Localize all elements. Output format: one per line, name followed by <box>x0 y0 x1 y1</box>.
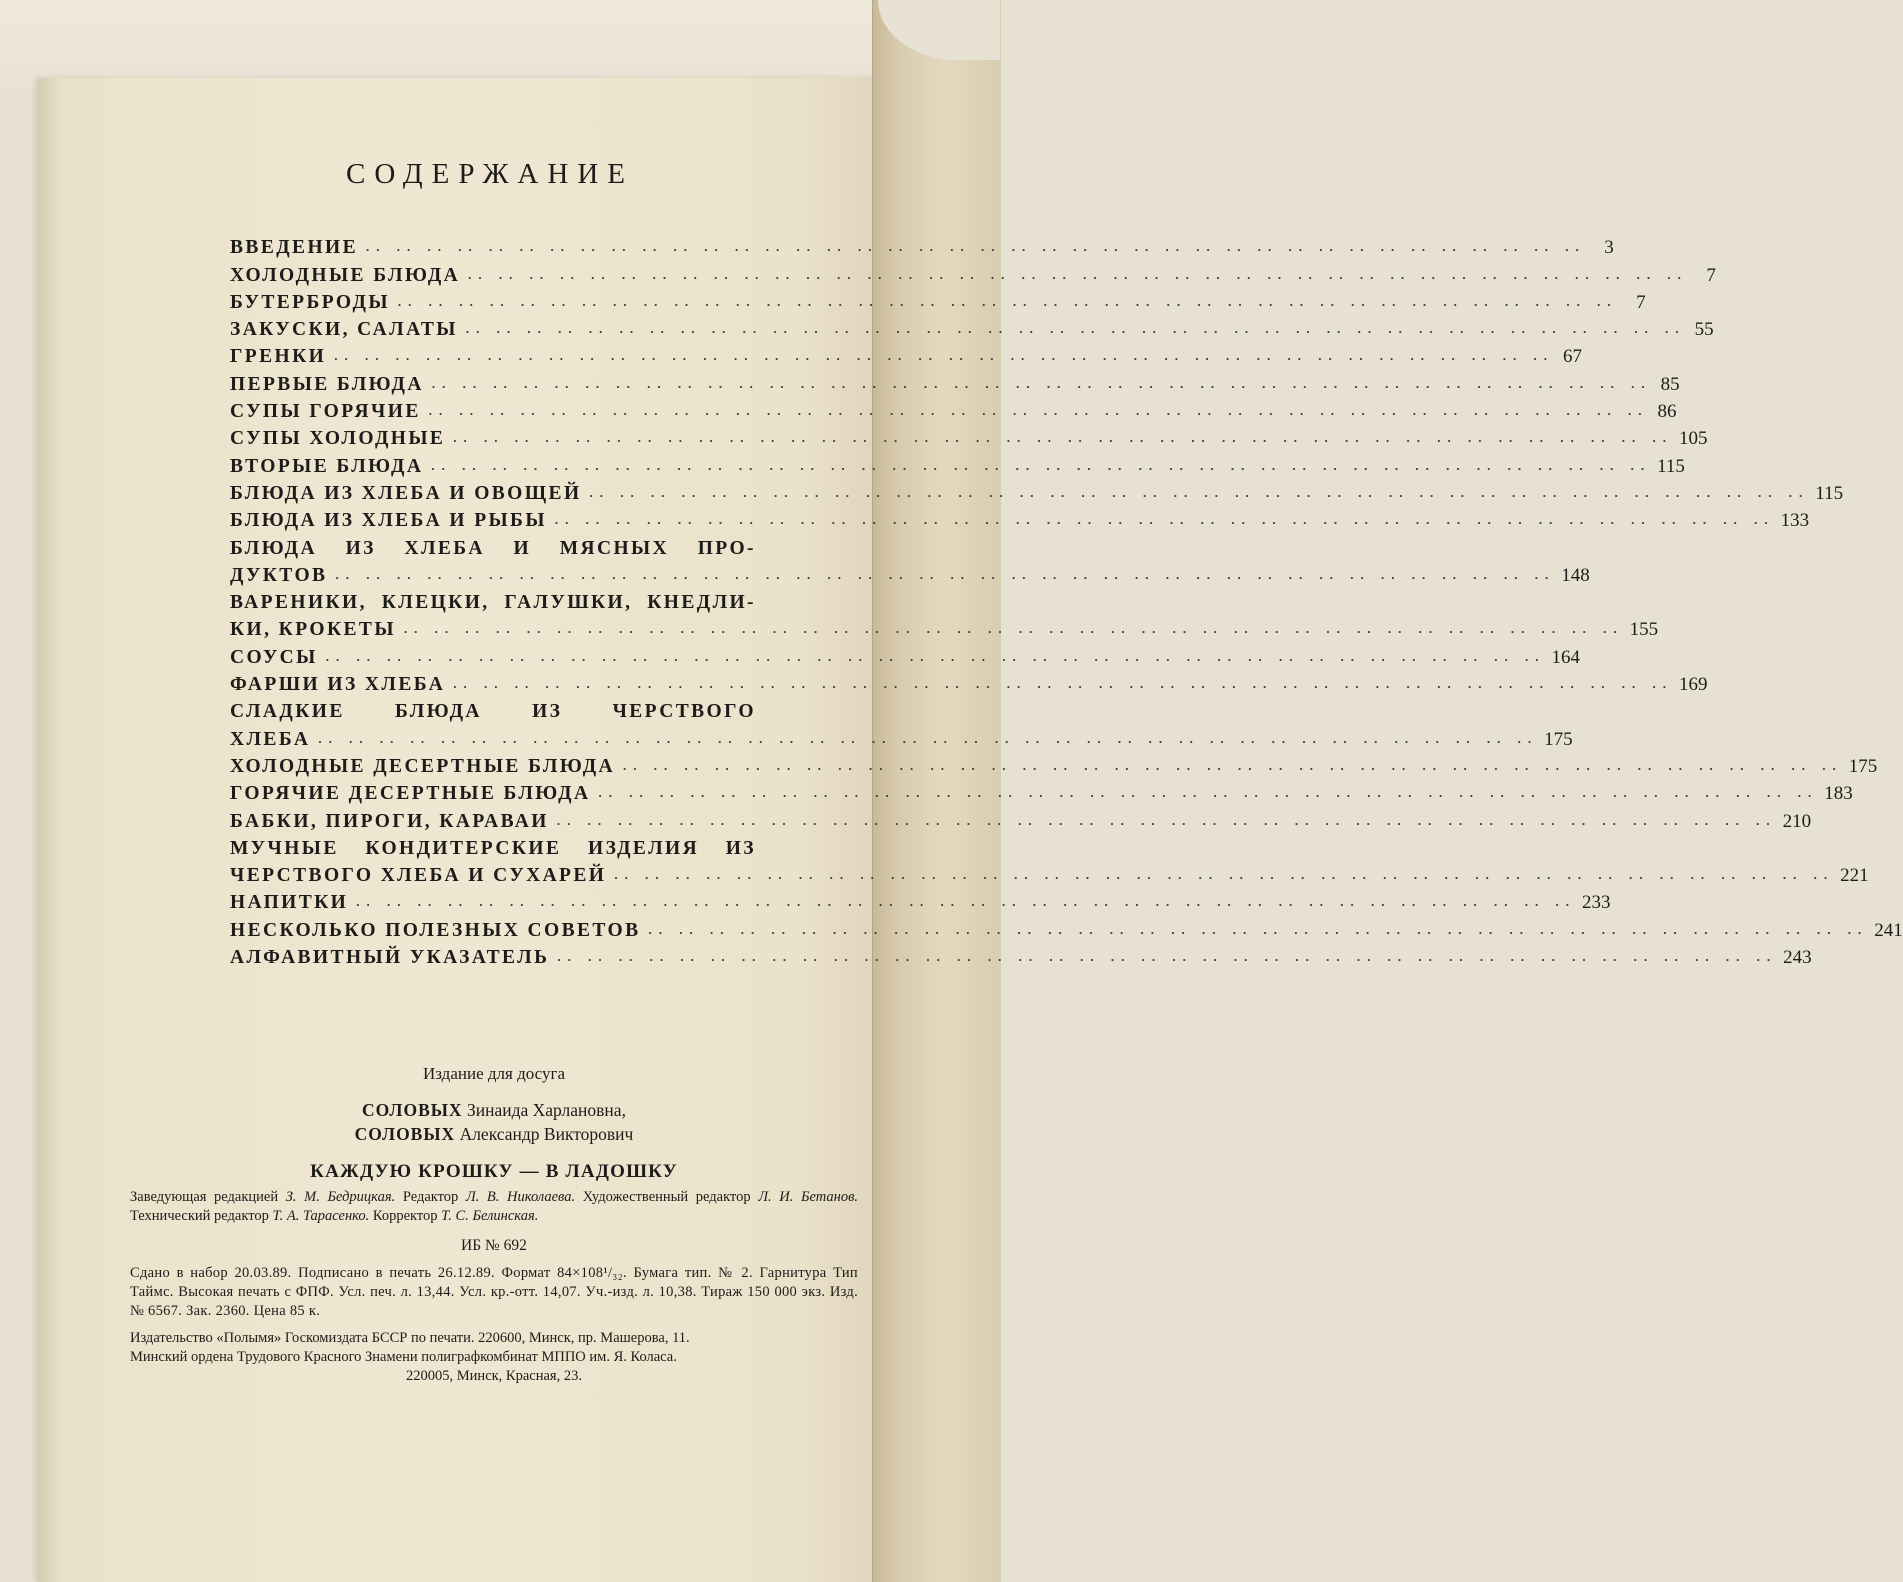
credit-role: Художественный редактор <box>582 1189 751 1205</box>
credit-name: Т. А. Тарасенко. <box>272 1208 370 1224</box>
leader-dots: .. .. .. .. .. .. .. .. .. .. .. .. .. .. .. .. .. .. .. .. .. .. .. .. .. .. .. .. .. .. .. .. .. .. .. .. .. .. .. .. <box>403 621 1624 637</box>
author-line <box>130 1098 858 1122</box>
ib-number: ИБ № 692 <box>461 1237 527 1254</box>
leader-dots: .. .. .. .. .. .. .. .. .. .. .. .. .. .. .. .. .. .. .. .. .. .. .. .. .. .. .. .. .. .. .. .. .. .. .. .. .. .. .. .. <box>453 430 1674 446</box>
toc-entry-page: 67 <box>1562 346 1582 368</box>
leader-dots: .. .. .. .. .. .. .. .. .. .. .. .. .. .. .. .. .. .. .. .. .. .. .. .. .. .. .. .. .. .. .. .. .. .. .. .. .. .. .. .. <box>334 348 1554 364</box>
toc-entry-label: СОУСЫ <box>230 646 318 668</box>
toc-entry-page: 3 <box>1604 237 1614 259</box>
toc-entry-page: 55 <box>1694 319 1714 341</box>
toc-entry <box>230 314 1714 341</box>
leader-dots: .. .. .. .. .. .. .. .. .. .. .. .. .. .. .. .. .. .. .. .. .. .. .. .. .. .. .. .. .. .. .. .. .. .. .. .. .. .. .. .. <box>453 676 1673 692</box>
toc-entry-page: 155 <box>1629 619 1659 641</box>
toc-entry-page: 86 <box>1657 401 1677 423</box>
toc-word: ИЗ <box>345 537 376 559</box>
printer-address: 220005, Минск, Красная, 23. <box>406 1368 582 1384</box>
toc-entry-label <box>230 592 756 614</box>
toc-entry-page: 210 <box>1782 810 1812 832</box>
credit-role: Корректор <box>372 1208 438 1224</box>
leader-dots: .. .. .. .. .. .. .. .. .. .. .. .. .. .. .. .. .. .. .. .. .. .. .. .. .. .. .. .. .. .. .. .. .. .. .. .. .. .. .. .. <box>431 457 1652 473</box>
toc-entry <box>230 805 1812 832</box>
toc-word: КОНДИТЕРСКИЕ <box>365 837 562 859</box>
toc-entry-label <box>230 838 756 860</box>
toc-entry-page: 85 <box>1660 373 1680 395</box>
leader-dots: .. .. .. .. .. .. .. .. .. .. .. .. .. .. .. .. .. .. .. .. .. .. .. .. .. .. .. .. .. .. .. .. .. .. .. .. .. .. .. .. <box>325 648 1546 664</box>
toc-entry-page: 183 <box>1824 783 1853 805</box>
leader-dots: .. .. .. .. .. .. .. .. .. .. .. .. .. .. .. .. .. .. .. .. .. .. .. .. .. .. .. .. .. .. .. .. .. .. .. .. .. .. .. .. <box>397 293 1618 309</box>
toc-word: ЧЕРСТВОГО <box>612 701 756 723</box>
leader-dots: .. .. .. .. .. .. .. .. .. .. .. .. .. .. .. .. .. .. .. .. .. .. .. .. .. .. .. .. .. .. .. .. .. .. .. .. .. .. .. .. <box>614 867 1835 883</box>
toc-entry-continued <box>230 833 756 860</box>
toc-entry <box>230 478 1844 505</box>
publisher-line: Издательство «Полымя» Госкомиздата БССР по печати. 220600, Минск, пр. Машерова, 11. <box>130 1330 690 1346</box>
leader-dots: .. .. .. .. .. .. .. .. .. .. .. .. .. .. .. .. .. .. .. .. .. .. .. .. .. .. .. .. .. .. .. .. .. .. .. .. .. .. .. .. <box>365 239 1586 255</box>
leader-dots: .. .. .. .. .. .. .. .. .. .. .. .. .. .. .. .. .. .. .. .. .. .. .. .. .. .. .. .. .. .. .. .. .. .. .. .. .. .. .. .. <box>335 566 1556 582</box>
toc-entry-page: 175 <box>1848 755 1878 777</box>
toc-word: ИЗ <box>725 837 756 859</box>
toc-entry-label: ЧЕРСТВОГО ХЛЕБА И СУХАРЕЙ <box>230 865 607 887</box>
toc-entry <box>230 259 1716 286</box>
toc-entry <box>230 942 1812 969</box>
toc-entry <box>230 560 1590 587</box>
credit-name: З. М. Бедрицкая. <box>285 1189 396 1205</box>
toc-entry-label: ВВЕДЕНИЕ <box>230 237 358 259</box>
leader-dots: .. .. .. .. .. .. .. .. .. .. .. .. .. .. .. .. .. .. .. .. .. .. .. .. .. .. .. .. .. .. .. .. .. .. .. .. .. .. .. .. <box>589 484 1810 500</box>
editorial-credits <box>130 1188 858 1226</box>
toc-entry-label: ВТОРЫЕ БЛЮДА <box>230 455 424 477</box>
toc-entry-label: ГОРЯЧИЕ ДЕСЕРТНЫЕ БЛЮДА <box>230 783 591 805</box>
author-given-names: Зинаида Харлановна, <box>466 1100 626 1120</box>
toc-entry-label: ФАРШИ ИЗ ХЛЕБА <box>230 674 446 696</box>
toc-entry-label: НАПИТКИ <box>230 892 349 914</box>
credit-role: Заведующая редакцией <box>130 1189 279 1205</box>
toc-word: МЯСНЫХ <box>559 537 670 559</box>
toc-entry-label: ДУКТОВ <box>230 564 328 586</box>
toc-word: КЛЕЦКИ, <box>381 592 490 614</box>
author-surname: СОЛОВЫХ <box>354 1124 456 1144</box>
credit-role: Технический редактор <box>130 1208 269 1224</box>
toc-word: ИЗ <box>532 701 563 723</box>
toc-entry <box>230 887 1611 914</box>
toc-entry-label: БАБКИ, ПИРОГИ, КАРАВАИ <box>230 810 549 832</box>
toc-entry <box>230 723 1573 750</box>
toc-word: БЛЮДА <box>230 537 317 559</box>
toc-entry-label: ХОЛОДНЫЕ ДЕСЕРТНЫЕ БЛЮДА <box>230 755 616 777</box>
toc-entry-label: СУПЫ ХОЛОДНЫЕ <box>230 428 446 450</box>
credit-name: Л. В. Николаева. <box>465 1189 576 1205</box>
toc-entry <box>230 914 1903 941</box>
toc-entry-page: 133 <box>1780 510 1810 532</box>
toc-entry <box>230 778 1853 805</box>
toc-entry-page: 175 <box>1544 728 1573 750</box>
leader-dots: .. .. .. .. .. .. .. .. .. .. .. .. .. .. .. .. .. .. .. .. .. .. .. .. .. .. .. .. .. .. .. .. .. .. .. .. .. .. .. .. <box>428 403 1649 419</box>
publisher-info <box>130 1329 858 1386</box>
toc-word: ВАРЕНИКИ, <box>230 592 367 614</box>
leader-dots: .. .. .. .. .. .. .. .. .. .. .. .. .. .. .. .. .. .. .. .. .. .. .. .. .. .. .. .. .. .. .. .. .. .. .. .. .. .. .. .. <box>356 894 1576 910</box>
toc-entry-page: 164 <box>1551 646 1580 668</box>
contents-title: СОДЕРЖАНИЕ <box>346 158 634 190</box>
leader-dots: .. .. .. .. .. .. .. .. .. .. .. .. .. .. .. .. .. .. .. .. .. .. .. .. .. .. .. .. .. .. .. .. .. .. .. .. .. .. .. .. <box>554 512 1775 528</box>
printer-line: Минский ордена Трудового Красного Знамени полиграфкомбинат МППО им. Я. Коласа. <box>130 1349 677 1365</box>
toc-entry-continued <box>230 696 756 723</box>
leader-dots: .. .. .. .. .. .. .. .. .. .. .. .. .. .. .. .. .. .. .. .. .. .. .. .. .. .. .. .. .. .. .. .. .. .. .. .. .. .. .. .. <box>431 375 1652 391</box>
printing-details: Сдано в набор 20.03.89. Подписано в печать 26.12.89. Формат 84×108¹/₃₂. Бумага тип. № 2. Гарнитура Тип Таймс. Высокая печать с ФПФ. Усл. печ. л. 13,44. Усл. кр.-отт. 14,07. Уч.-изд. л. 10,38. Тираж 150 000 экз. Изд. № 6567. Зак. 2360. Цена 85 к. <box>130 1265 858 1319</box>
imprint-block <box>130 1064 858 1386</box>
toc-entry <box>230 368 1680 395</box>
toc-entry-page: 105 <box>1679 428 1708 450</box>
toc-entry-page: 221 <box>1840 865 1869 887</box>
credit-name: Л. И. Бетанов. <box>758 1189 859 1205</box>
toc-entry-page: 169 <box>1679 674 1708 696</box>
toc-entry <box>230 505 1810 532</box>
toc-entry-page: 115 <box>1815 482 1844 504</box>
toc-entry-label: ЗАКУСКИ, САЛАТЫ <box>230 319 458 341</box>
toc-entry <box>230 396 1677 423</box>
edition-note: Издание для досуга <box>423 1064 565 1083</box>
toc-entry-page: 7 <box>1636 291 1646 313</box>
toc-entry <box>230 287 1646 314</box>
toc-entry-label <box>230 701 756 723</box>
toc-word: ИЗДЕЛИЯ <box>588 837 700 859</box>
toc-word: ПРО- <box>697 537 756 559</box>
toc-entry <box>230 450 1685 477</box>
toc-entry-page: 115 <box>1657 455 1685 477</box>
toc-entry-label: БУТЕРБРОДЫ <box>230 291 390 313</box>
leader-dots: .. .. .. .. .. .. .. .. .. .. .. .. .. .. .. .. .. .. .. .. .. .. .. .. .. .. .. .. .. .. .. .. .. .. .. .. .. .. .. .. <box>468 266 1688 282</box>
toc-entry <box>230 860 1869 887</box>
toc-entry-label <box>230 538 756 560</box>
toc-entry-label: БЛЮДА ИЗ ХЛЕБА И ОВОЩЕЙ <box>230 482 582 504</box>
toc-entry-page: 148 <box>1561 564 1590 586</box>
toc-entry-label: ХЛЕБА <box>230 728 311 750</box>
toc-entry-page: 243 <box>1783 947 1812 969</box>
toc-entry-page: 241 <box>1874 919 1903 941</box>
toc-word: СЛАДКИЕ <box>230 701 345 723</box>
background-wall <box>0 0 1000 90</box>
toc-word: МУЧНЫЕ <box>230 837 339 859</box>
toc-entry-label: ПЕРВЫЕ БЛЮДА <box>230 373 424 395</box>
toc-entry-label: СУПЫ ГОРЯЧИЕ <box>230 401 421 423</box>
author-surname: СОЛОВЫХ <box>362 1100 463 1120</box>
toc-word: ГАЛУШКИ, <box>504 592 633 614</box>
credit-role: Редактор <box>402 1189 459 1205</box>
toc-entry <box>230 614 1659 641</box>
leader-dots: .. .. .. .. .. .. .. .. .. .. .. .. .. .. .. .. .. .. .. .. .. .. .. .. .. .. .. .. .. .. .. .. .. .. .. .. .. .. .. .. <box>623 757 1843 773</box>
toc-entry-page: 7 <box>1706 264 1716 286</box>
leader-dots: .. .. .. .. .. .. .. .. .. .. .. .. .. .. .. .. .. .. .. .. .. .. .. .. .. .. .. .. .. .. .. .. .. .. .. .. .. .. .. .. <box>648 921 1869 937</box>
leader-dots: .. .. .. .. .. .. .. .. .. .. .. .. .. .. .. .. .. .. .. .. .. .. .. .. .. .. .. .. .. .. .. .. .. .. .. .. .. .. .. .. <box>465 321 1686 337</box>
toc-entry-label: НЕСКОЛЬКО ПОЛЕЗНЫХ СОВЕТОВ <box>230 919 641 941</box>
toc-entry <box>230 232 1614 259</box>
toc-entry <box>230 341 1582 368</box>
toc-word: КНЕДЛИ- <box>647 592 756 614</box>
toc-word: И <box>513 537 532 559</box>
toc-entry-continued <box>230 532 756 559</box>
toc-entry-label: ХОЛОДНЫЕ БЛЮДА <box>230 264 461 286</box>
toc-entry-label: БЛЮДА ИЗ ХЛЕБА И РЫБЫ <box>230 510 547 532</box>
toc-entry <box>230 641 1580 668</box>
toc-entry-label: АЛФАВИТНЫЙ УКАЗАТЕЛЬ <box>230 947 550 969</box>
table-of-contents <box>230 232 1903 969</box>
leader-dots: .. .. .. .. .. .. .. .. .. .. .. .. .. .. .. .. .. .. .. .. .. .. .. .. .. .. .. .. .. .. .. .. .. .. .. .. .. .. .. .. <box>318 730 1539 746</box>
author-given-names: Александр Викторович <box>459 1124 634 1144</box>
leader-dots: .. .. .. .. .. .. .. .. .. .. .. .. .. .. .. .. .. .. .. .. .. .. .. .. .. .. .. .. .. .. .. .. .. .. .. .. .. .. .. .. <box>557 949 1778 965</box>
toc-entry <box>230 669 1708 696</box>
author-line <box>130 1122 858 1146</box>
toc-word: ХЛЕБА <box>404 537 485 559</box>
toc-word: БЛЮДА <box>394 701 482 723</box>
toc-entry-continued <box>230 587 756 614</box>
toc-entry-label: ГРЕНКИ <box>230 346 327 368</box>
toc-entry-page: 233 <box>1581 892 1611 914</box>
leader-dots: .. .. .. .. .. .. .. .. .. .. .. .. .. .. .. .. .. .. .. .. .. .. .. .. .. .. .. .. .. .. .. .. .. .. .. .. .. .. .. .. <box>598 785 1819 801</box>
credit-name: Т. С. Белинская. <box>441 1208 539 1224</box>
book-title: КАЖДУЮ КРОШКУ — В ЛАДОШКУ <box>310 1161 678 1182</box>
toc-entry <box>230 423 1708 450</box>
toc-entry <box>230 751 1878 778</box>
toc-entry-label: КИ, КРОКЕТЫ <box>230 619 396 641</box>
leader-dots: .. .. .. .. .. .. .. .. .. .. .. .. .. .. .. .. .. .. .. .. .. .. .. .. .. .. .. .. .. .. .. .. .. .. .. .. .. .. .. .. <box>556 812 1777 828</box>
